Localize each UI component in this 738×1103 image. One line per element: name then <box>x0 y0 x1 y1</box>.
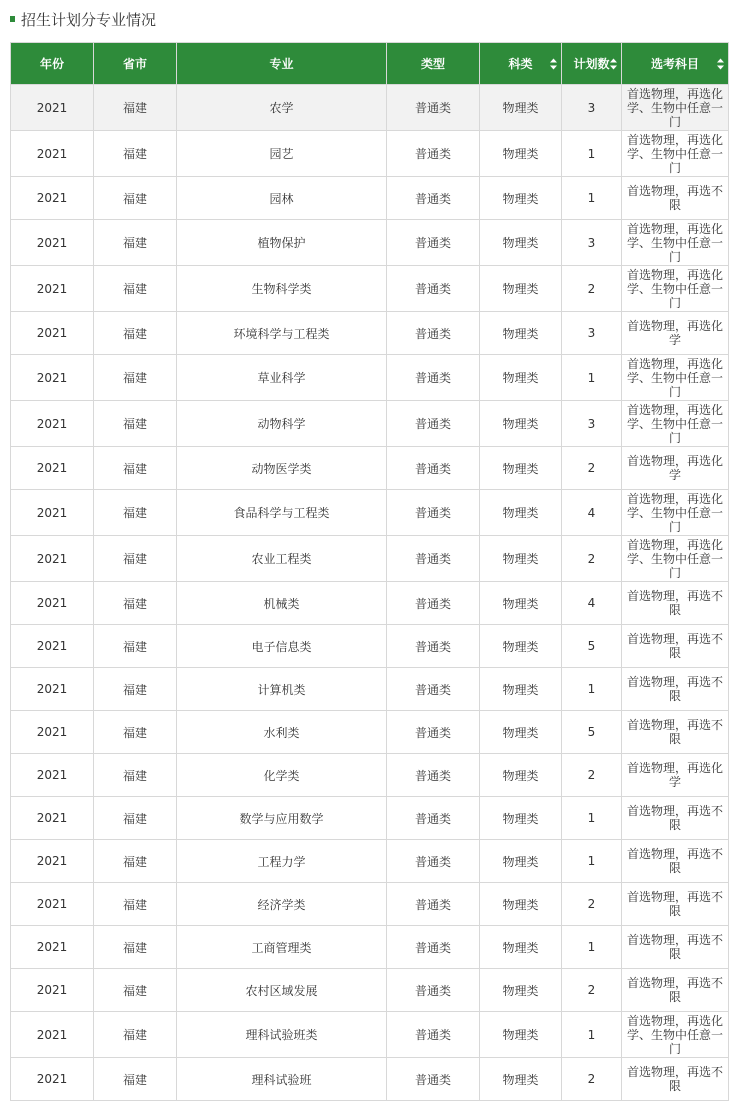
cell-plan: 2 <box>562 883 622 926</box>
column-header-subjects[interactable] <box>622 43 729 85</box>
cell-year: 2021 <box>11 312 94 355</box>
table-row <box>11 447 729 490</box>
cell-plan: 2 <box>562 447 622 490</box>
cell-major: 工程力学 <box>177 840 387 883</box>
cell-year: 2021 <box>11 85 94 131</box>
cell-major: 电子信息类 <box>177 625 387 668</box>
cell-major: 园艺 <box>177 131 387 177</box>
cell-province: 福建 <box>94 131 177 177</box>
cell-major: 园林 <box>177 177 387 220</box>
cell-province: 福建 <box>94 536 177 582</box>
cell-major: 草业科学 <box>177 355 387 401</box>
cell-province: 福建 <box>94 625 177 668</box>
section-title: 招生计划分专业情况 <box>21 11 157 29</box>
square-bullet-icon <box>10 16 15 22</box>
cell-type: 普通类 <box>387 312 480 355</box>
sort-arrows-icon[interactable] <box>717 58 724 69</box>
cell-category: 物理类 <box>480 266 562 312</box>
table-row <box>11 401 729 447</box>
cell-category: 物理类 <box>480 312 562 355</box>
cell-year: 2021 <box>11 1058 94 1101</box>
cell-type: 普通类 <box>387 754 480 797</box>
cell-subjects: 首选物理，再选化学、生物中任意一门 <box>622 220 729 266</box>
cell-province: 福建 <box>94 668 177 711</box>
cell-type: 普通类 <box>387 797 480 840</box>
cell-major: 环境科学与工程类 <box>177 312 387 355</box>
cell-category: 物理类 <box>480 797 562 840</box>
table-row <box>11 177 729 220</box>
cell-type: 普通类 <box>387 883 480 926</box>
cell-plan: 1 <box>562 1012 622 1058</box>
sort-arrows-icon[interactable] <box>610 58 617 69</box>
cell-category: 物理类 <box>480 754 562 797</box>
cell-plan: 3 <box>562 220 622 266</box>
cell-plan: 1 <box>562 926 622 969</box>
cell-category: 物理类 <box>480 85 562 131</box>
cell-major: 机械类 <box>177 582 387 625</box>
cell-category: 物理类 <box>480 926 562 969</box>
table-row <box>11 969 729 1012</box>
cell-year: 2021 <box>11 401 94 447</box>
cell-subjects: 首选物理，再选化学、生物中任意一门 <box>622 131 729 177</box>
cell-year: 2021 <box>11 883 94 926</box>
cell-type: 普通类 <box>387 131 480 177</box>
cell-subjects: 首选物理，再选化学、生物中任意一门 <box>622 355 729 401</box>
cell-major: 计算机类 <box>177 668 387 711</box>
cell-plan: 3 <box>562 312 622 355</box>
cell-year: 2021 <box>11 582 94 625</box>
cell-subjects: 首选物理，再选化学 <box>622 447 729 490</box>
cell-province: 福建 <box>94 1058 177 1101</box>
cell-category: 物理类 <box>480 355 562 401</box>
cell-year: 2021 <box>11 447 94 490</box>
cell-subjects: 首选物理，再选化学、生物中任意一门 <box>622 490 729 536</box>
cell-plan: 3 <box>562 85 622 131</box>
cell-plan: 1 <box>562 177 622 220</box>
table-row <box>11 220 729 266</box>
cell-type: 普通类 <box>387 1012 480 1058</box>
cell-category: 物理类 <box>480 969 562 1012</box>
cell-subjects: 首选物理，再选不限 <box>622 1058 729 1101</box>
cell-major: 生物科学类 <box>177 266 387 312</box>
admission-plan-table-wrapper <box>10 42 728 1101</box>
cell-province: 福建 <box>94 266 177 312</box>
table-row <box>11 711 729 754</box>
cell-subjects: 首选物理，再选不限 <box>622 797 729 840</box>
table-row <box>11 1058 729 1101</box>
cell-type: 普通类 <box>387 401 480 447</box>
cell-province: 福建 <box>94 312 177 355</box>
cell-plan: 2 <box>562 266 622 312</box>
cell-province: 福建 <box>94 177 177 220</box>
cell-category: 物理类 <box>480 883 562 926</box>
table-header <box>11 43 729 85</box>
cell-subjects: 首选物理，再选不限 <box>622 711 729 754</box>
cell-province: 福建 <box>94 220 177 266</box>
cell-major: 动物科学 <box>177 401 387 447</box>
cell-subjects: 首选物理，再选不限 <box>622 668 729 711</box>
cell-year: 2021 <box>11 490 94 536</box>
cell-type: 普通类 <box>387 582 480 625</box>
cell-province: 福建 <box>94 754 177 797</box>
table-row <box>11 625 729 668</box>
cell-category: 物理类 <box>480 840 562 883</box>
cell-plan: 1 <box>562 668 622 711</box>
cell-plan: 1 <box>562 840 622 883</box>
cell-type: 普通类 <box>387 668 480 711</box>
cell-major: 农业工程类 <box>177 536 387 582</box>
cell-category: 物理类 <box>480 447 562 490</box>
cell-plan: 1 <box>562 355 622 401</box>
cell-major: 农学 <box>177 85 387 131</box>
cell-subjects: 首选物理，再选化学、生物中任意一门 <box>622 85 729 131</box>
cell-major: 动物医学类 <box>177 447 387 490</box>
table-row <box>11 754 729 797</box>
cell-year: 2021 <box>11 266 94 312</box>
column-header-year: 年份 <box>11 43 94 85</box>
cell-major: 数学与应用数学 <box>177 797 387 840</box>
cell-province: 福建 <box>94 490 177 536</box>
table-row <box>11 131 729 177</box>
header-row <box>11 43 729 85</box>
cell-subjects: 首选物理，再选不限 <box>622 177 729 220</box>
table-row <box>11 883 729 926</box>
cell-plan: 5 <box>562 625 622 668</box>
cell-plan: 1 <box>562 131 622 177</box>
cell-province: 福建 <box>94 711 177 754</box>
table-row <box>11 926 729 969</box>
cell-province: 福建 <box>94 883 177 926</box>
column-header-type: 类型 <box>387 43 480 85</box>
cell-type: 普通类 <box>387 266 480 312</box>
column-header-subjects-label: 选考科目 <box>650 57 699 71</box>
table-row <box>11 355 729 401</box>
cell-plan: 2 <box>562 969 622 1012</box>
cell-year: 2021 <box>11 969 94 1012</box>
cell-type: 普通类 <box>387 840 480 883</box>
cell-year: 2021 <box>11 355 94 401</box>
cell-year: 2021 <box>11 625 94 668</box>
table-row <box>11 582 729 625</box>
cell-major: 水利类 <box>177 711 387 754</box>
column-header-plan-label: 计划数 <box>573 57 610 71</box>
table-row <box>11 797 729 840</box>
cell-subjects: 首选物理，再选化学 <box>622 754 729 797</box>
cell-category: 物理类 <box>480 711 562 754</box>
cell-year: 2021 <box>11 1012 94 1058</box>
cell-year: 2021 <box>11 177 94 220</box>
cell-subjects: 首选物理，再选化学、生物中任意一门 <box>622 1012 729 1058</box>
admission-plan-table <box>10 42 729 1101</box>
cell-plan: 2 <box>562 536 622 582</box>
cell-province: 福建 <box>94 582 177 625</box>
table-row <box>11 312 729 355</box>
cell-subjects: 首选物理，再选不限 <box>622 840 729 883</box>
cell-category: 物理类 <box>480 401 562 447</box>
cell-year: 2021 <box>11 536 94 582</box>
column-header-category[interactable] <box>480 43 562 85</box>
cell-category: 物理类 <box>480 1058 562 1101</box>
cell-category: 物理类 <box>480 582 562 625</box>
cell-type: 普通类 <box>387 490 480 536</box>
table-row <box>11 266 729 312</box>
cell-subjects: 首选物理，再选不限 <box>622 969 729 1012</box>
cell-year: 2021 <box>11 131 94 177</box>
cell-category: 物理类 <box>480 220 562 266</box>
cell-plan: 5 <box>562 711 622 754</box>
cell-year: 2021 <box>11 754 94 797</box>
cell-plan: 4 <box>562 582 622 625</box>
cell-province: 福建 <box>94 355 177 401</box>
cell-year: 2021 <box>11 926 94 969</box>
cell-type: 普通类 <box>387 355 480 401</box>
cell-major: 食品科学与工程类 <box>177 490 387 536</box>
cell-type: 普通类 <box>387 969 480 1012</box>
column-header-major: 专业 <box>177 43 387 85</box>
cell-province: 福建 <box>94 401 177 447</box>
cell-province: 福建 <box>94 1012 177 1058</box>
column-header-plan[interactable] <box>562 43 622 85</box>
cell-year: 2021 <box>11 840 94 883</box>
table-body <box>11 85 729 1101</box>
cell-category: 物理类 <box>480 1012 562 1058</box>
column-header-province: 省市 <box>94 43 177 85</box>
table-row <box>11 668 729 711</box>
cell-major: 植物保护 <box>177 220 387 266</box>
cell-province: 福建 <box>94 797 177 840</box>
cell-major: 农村区域发展 <box>177 969 387 1012</box>
cell-major: 经济学类 <box>177 883 387 926</box>
cell-type: 普通类 <box>387 177 480 220</box>
cell-category: 物理类 <box>480 131 562 177</box>
table-row <box>11 536 729 582</box>
cell-type: 普通类 <box>387 85 480 131</box>
cell-year: 2021 <box>11 711 94 754</box>
cell-subjects: 首选物理，再选化学、生物中任意一门 <box>622 401 729 447</box>
cell-province: 福建 <box>94 926 177 969</box>
cell-type: 普通类 <box>387 536 480 582</box>
table-row <box>11 490 729 536</box>
table-row <box>11 85 729 131</box>
cell-subjects: 首选物理，再选不限 <box>622 883 729 926</box>
section-header <box>0 0 738 40</box>
cell-category: 物理类 <box>480 668 562 711</box>
cell-year: 2021 <box>11 220 94 266</box>
cell-category: 物理类 <box>480 625 562 668</box>
cell-plan: 2 <box>562 754 622 797</box>
cell-subjects: 首选物理，再选不限 <box>622 582 729 625</box>
cell-category: 物理类 <box>480 177 562 220</box>
cell-subjects: 首选物理，再选化学、生物中任意一门 <box>622 536 729 582</box>
cell-subjects: 首选物理，再选不限 <box>622 625 729 668</box>
cell-plan: 2 <box>562 1058 622 1101</box>
cell-category: 物理类 <box>480 490 562 536</box>
column-header-category-label: 科类 <box>508 57 533 71</box>
cell-year: 2021 <box>11 797 94 840</box>
cell-type: 普通类 <box>387 447 480 490</box>
cell-subjects: 首选物理，再选不限 <box>622 926 729 969</box>
cell-province: 福建 <box>94 447 177 490</box>
cell-type: 普通类 <box>387 625 480 668</box>
cell-type: 普通类 <box>387 1058 480 1101</box>
table-row <box>11 840 729 883</box>
cell-type: 普通类 <box>387 220 480 266</box>
table-row <box>11 1012 729 1058</box>
sort-arrows-icon[interactable] <box>550 58 557 69</box>
cell-category: 物理类 <box>480 536 562 582</box>
cell-year: 2021 <box>11 668 94 711</box>
cell-major: 工商管理类 <box>177 926 387 969</box>
cell-province: 福建 <box>94 969 177 1012</box>
cell-plan: 3 <box>562 401 622 447</box>
cell-type: 普通类 <box>387 711 480 754</box>
cell-major: 理科试验班 <box>177 1058 387 1101</box>
cell-major: 理科试验班类 <box>177 1012 387 1058</box>
cell-type: 普通类 <box>387 926 480 969</box>
cell-province: 福建 <box>94 840 177 883</box>
cell-subjects: 首选物理，再选化学、生物中任意一门 <box>622 266 729 312</box>
cell-plan: 4 <box>562 490 622 536</box>
cell-plan: 1 <box>562 797 622 840</box>
cell-subjects: 首选物理，再选化学 <box>622 312 729 355</box>
cell-province: 福建 <box>94 85 177 131</box>
cell-major: 化学类 <box>177 754 387 797</box>
